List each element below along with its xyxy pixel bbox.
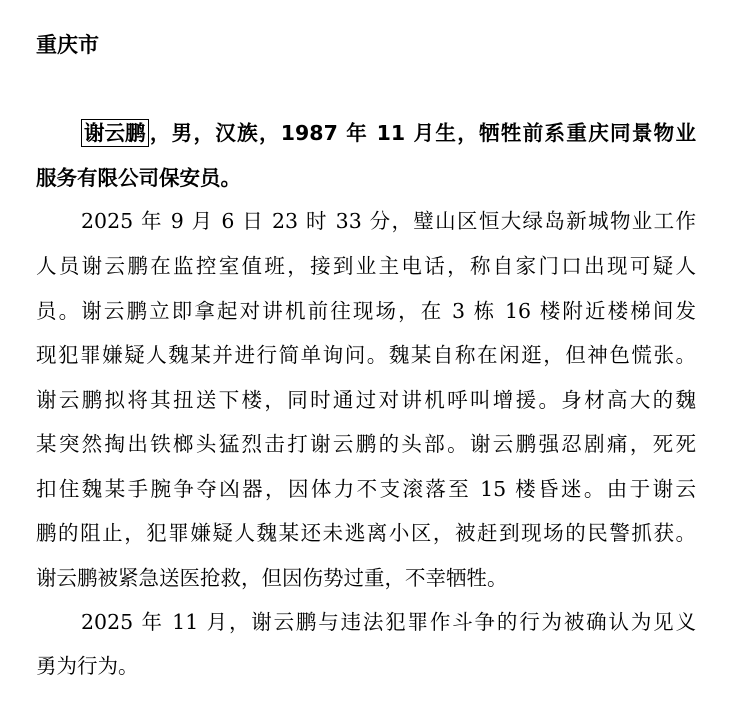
person-intro-line-1	[81, 113, 696, 153]
paragraph-line: 鹏的阻止，犯罪嫌疑人魏某还未逃离小区，被赶到现场的民警抓获。	[36, 521, 696, 545]
person-intro-text: ，男，汉族，1987 年 11 月生，牺牲前系重庆同景物业	[148, 121, 696, 145]
paragraph-line: 谢云鹏被紧急送医抢救，但因伤势过重，不幸牺牲。	[36, 566, 508, 590]
region-heading: 重庆市	[36, 33, 99, 57]
person-intro-line-2: 服务有限公司保安员。	[36, 166, 241, 190]
paragraph-line: 2025 年 11 月，谢云鹏与违法犯罪作斗争的行为被确认为见义	[81, 610, 696, 634]
paragraph-line: 2025 年 9 月 6 日 23 时 33 分，璧山区恒大绿岛新城物业工作	[81, 209, 696, 233]
paragraph-line: 人员谢云鹏在监控室值班，接到业主电话，称自家门口出现可疑人	[36, 254, 696, 278]
paragraph-line: 某突然掏出铁榔头猛烈击打谢云鹏的头部。谢云鹏强忍剧痛，死死	[36, 432, 696, 456]
paragraph-line: 勇为行为。	[36, 654, 139, 678]
paragraph-line: 员。谢云鹏立即拿起对讲机前往现场，在 3 栋 16 楼附近楼梯间发	[36, 299, 696, 323]
paragraph-line: 现犯罪嫌疑人魏某并进行简单询问。魏某自称在闲逛，但神色慌张。	[36, 343, 696, 367]
paragraph-line: 谢云鹏拟将其扭送下楼，同时通过对讲机呼叫增援。身材高大的魏	[36, 388, 696, 412]
person-name: 谢云鹏	[81, 119, 149, 147]
paragraph-line: 扣住魏某手腕争夺凶器，因体力不支滚落至 15 楼昏迷。由于谢云	[36, 477, 696, 501]
